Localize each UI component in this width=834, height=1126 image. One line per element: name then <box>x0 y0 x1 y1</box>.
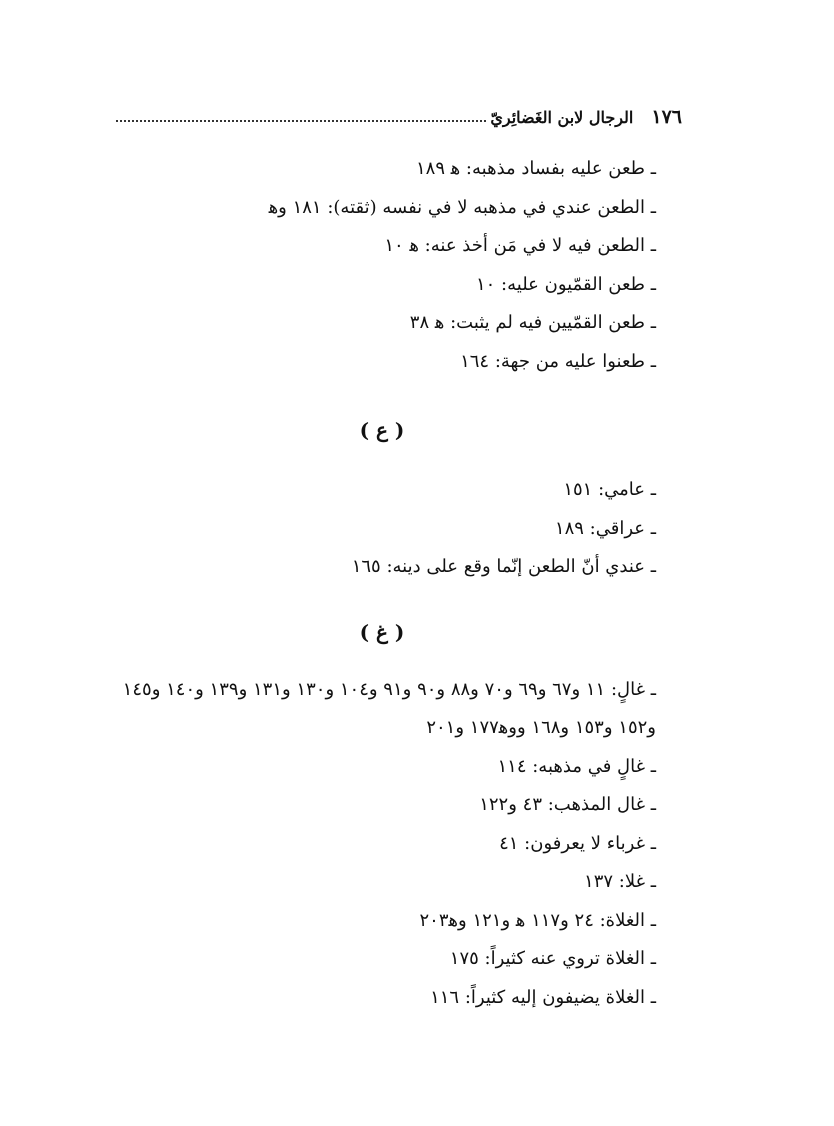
index-entry: ـ طعنوا عليه من جهة: ١٦٤ <box>460 350 656 372</box>
index-entry: ـ طعن عليه بفساد مذهبه: ه‍ ١٨٩ <box>415 158 656 179</box>
running-header <box>112 104 682 130</box>
dotted-leader <box>116 120 486 122</box>
index-entry-long: ـ غالٍ: ١١ و٦٧ و٦٩ و٧٠ و٨٨ و٩٠ و٩١ و١٠٤ و١٣٠ و١٣١ و١٣٩ و١٤٠ و١٤٥ و١٥٢ و١٥٣ و١٦٨ ووه‍١٧٧ و٢٠١ <box>122 678 656 738</box>
index-entry: ـ الغلاة: ٢٤ و١١٧ ه‍ و١٢١ وه‍٢٠٣ <box>419 909 656 931</box>
index-content <box>108 150 656 1017</box>
index-entry: ـ غرباء لا يعرفون: ٤١ <box>499 832 656 854</box>
index-entry: ـ طعن القمّيين فيه لم يثبت: ه‍ ٣٨ <box>409 312 656 333</box>
index-entry: ـ غالٍ في مذهبه: ١١٤ <box>497 755 656 777</box>
index-group-ta <box>108 150 656 381</box>
index-entry: ـ عندي أنّ الطعن إنّما وقع على دينه: ١٦٥ <box>351 556 656 577</box>
index-entry: ـ عامي: ١٥١ <box>563 479 656 500</box>
page-number: ١٧٦ <box>651 106 682 128</box>
index-entry: ـ غلا: ١٣٧ <box>584 871 656 892</box>
section-heading-ain: ( ع ) <box>359 418 405 442</box>
index-entry: ـ طعن القمّيون عليه: ١٠ <box>475 273 656 295</box>
index-entry: ـ غال المذهب: ٤٣ و١٢٢ <box>479 794 656 815</box>
index-entry: ـ الغلاة يضيفون إليه كثيراً: ١١٦ <box>430 986 656 1008</box>
running-title: الرجال لابن الغَضائِريّ <box>490 107 634 127</box>
index-entry: ـ الطعن عندي في مذهبه لا في نفسه (ثقته): ١٨١ وه‍ <box>268 196 656 218</box>
section-heading-ghain: ( غ ) <box>359 619 405 644</box>
index-group-ain <box>108 471 656 587</box>
index-entry: ـ الغلاة تروي عنه كثيراً: ١٧٥ <box>449 948 656 969</box>
index-group-ghain <box>108 671 656 1018</box>
index-entry: ـ الطعن فيه لا في مَن أخذ عنه: ه‍ ١٠ <box>384 235 656 256</box>
index-entry: ـ عراقي: ١٨٩ <box>554 517 656 539</box>
